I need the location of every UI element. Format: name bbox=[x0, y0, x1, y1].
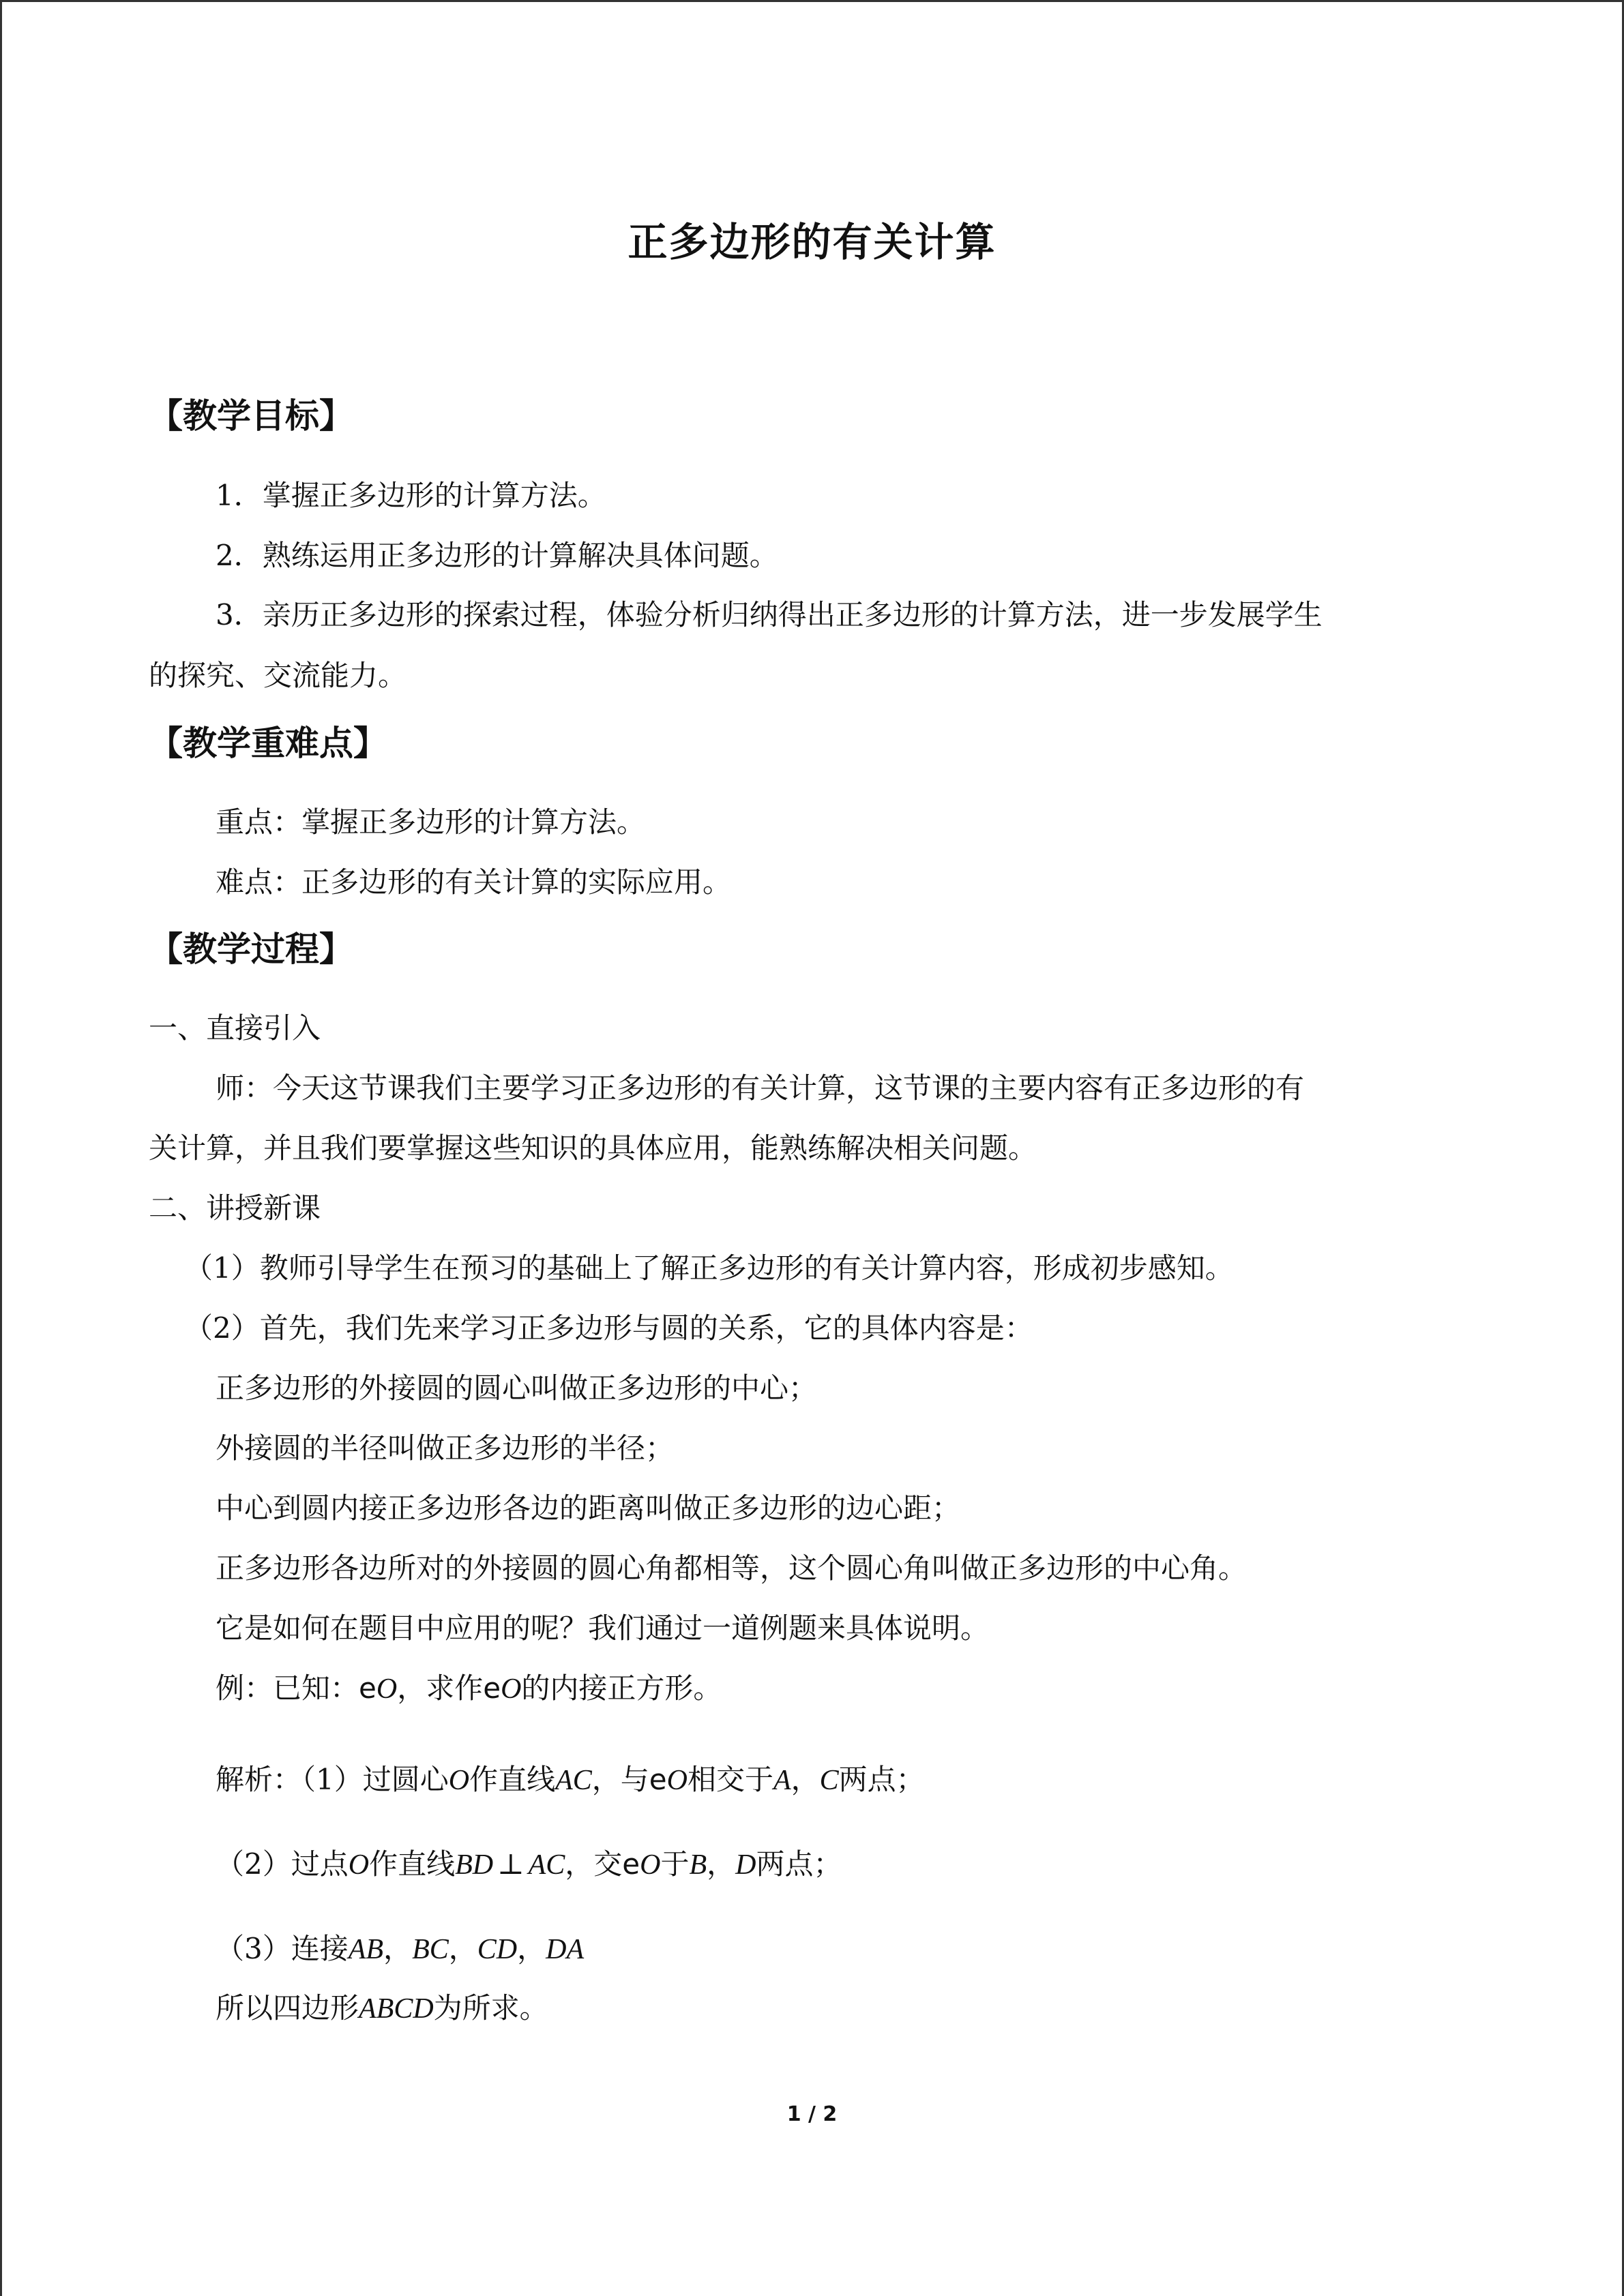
conclusion-text-1: 所以四边形 bbox=[216, 1991, 359, 2025]
solution3-text-1: （3）连接 bbox=[216, 1932, 349, 1965]
section-heading-process: 【教学过程】 bbox=[149, 929, 353, 969]
math-o: O bbox=[376, 1673, 398, 1705]
solution2-text-5: 两点； bbox=[756, 1847, 842, 1881]
math-o: O bbox=[640, 1849, 661, 1881]
solution2-text-4: 于 bbox=[660, 1847, 690, 1881]
math-o: O bbox=[348, 1849, 370, 1881]
math-ac: AC bbox=[555, 1765, 592, 1796]
solution3-sep: ， bbox=[517, 1932, 546, 1965]
solution-step-3 bbox=[216, 1928, 584, 1970]
math-d: D bbox=[735, 1849, 756, 1881]
section-heading-objectives: 【教学目标】 bbox=[149, 396, 353, 436]
math-bd: BD bbox=[455, 1849, 494, 1881]
section-heading-keypoints: 【教学重难点】 bbox=[149, 724, 387, 763]
circle-symbol: e bbox=[483, 1671, 501, 1705]
page-border-top bbox=[0, 0, 1624, 2]
math-abcd: ABCD bbox=[359, 1993, 434, 2025]
math-c: C bbox=[819, 1765, 839, 1796]
solution1-text-3: ，与 bbox=[591, 1763, 649, 1796]
keypoint-key: 重点：掌握正多边形的计算方法。 bbox=[216, 805, 646, 839]
objective-item-3: 3．亲历正多边形的探索过程，体验分析归纳得出正多边形的计算方法，进一步发展学生 bbox=[216, 598, 1323, 631]
solution2-sep: ， bbox=[707, 1847, 736, 1881]
example-transition: 它是如何在题目中应用的呢？我们通过一道例题来具体说明。 bbox=[216, 1611, 990, 1645]
circle-symbol: e bbox=[359, 1671, 377, 1705]
solution-step-2 bbox=[216, 1844, 842, 1885]
solution1-text-5: 两点； bbox=[838, 1763, 925, 1796]
math-bc: BC bbox=[412, 1934, 449, 1965]
process-part2-heading: 二、讲授新课 bbox=[149, 1191, 321, 1225]
process-intro-line-1: 师：今天这节课我们主要学习正多边形的有关计算，这节课的主要内容有正多边形的有 bbox=[216, 1071, 1305, 1105]
solution1-sep: ， bbox=[791, 1763, 820, 1796]
objective-item-3-continued: 的探究、交流能力。 bbox=[149, 659, 407, 692]
math-o: O bbox=[666, 1765, 688, 1796]
example-text-3: 的内接正方形。 bbox=[521, 1671, 722, 1705]
solution3-sep: ， bbox=[448, 1932, 477, 1965]
solution-step-1 bbox=[216, 1759, 925, 1801]
solution1-text-1: 解析：（1）过圆心 bbox=[216, 1763, 449, 1796]
process-intro-line-2: 关计算，并且我们要掌握这些知识的具体应用，能熟练解决相关问题。 bbox=[149, 1131, 1037, 1165]
math-da: DA bbox=[546, 1934, 585, 1965]
page-title: 正多边形的有关计算 bbox=[628, 219, 996, 265]
definition-radius: 外接圆的半径叫做正多边形的半径； bbox=[216, 1431, 675, 1465]
definition-center: 正多边形的外接圆的圆心叫做正多边形的中心； bbox=[216, 1371, 818, 1405]
solution2-text-2: 作直线 bbox=[369, 1847, 456, 1881]
math-o: O bbox=[501, 1673, 522, 1705]
solution1-text-2: 作直线 bbox=[469, 1763, 556, 1796]
math-a: A bbox=[773, 1765, 791, 1796]
math-ac: AC bbox=[528, 1849, 565, 1881]
solution2-text-1: （2）过点 bbox=[216, 1847, 349, 1881]
perpendicular-symbol: ⊥ bbox=[497, 1847, 525, 1881]
conclusion-text-2: 为所求。 bbox=[433, 1991, 548, 2025]
solution2-text-3: ，交 bbox=[565, 1847, 623, 1881]
example-text-2: ，求作 bbox=[397, 1671, 484, 1705]
math-b: B bbox=[689, 1849, 707, 1881]
definition-apothem: 中心到圆内接正多边形各边的距离叫做正多边形的边心距； bbox=[216, 1491, 961, 1525]
example-text-1: 例：已知： bbox=[216, 1671, 359, 1705]
math-ab: AB bbox=[348, 1934, 384, 1965]
keypoint-difficult: 难点：正多边形的有关计算的实际应用。 bbox=[216, 865, 732, 899]
math-cd: CD bbox=[477, 1934, 518, 1965]
math-o: O bbox=[448, 1765, 470, 1796]
objective-item-1: 1．掌握正多边形的计算方法。 bbox=[216, 479, 606, 512]
circle-symbol: e bbox=[622, 1847, 640, 1881]
circle-symbol: e bbox=[649, 1763, 667, 1796]
solution-conclusion bbox=[216, 1988, 548, 2029]
page-border-left bbox=[0, 0, 2, 2296]
process-part1-heading: 一、直接引入 bbox=[149, 1011, 321, 1045]
definition-central-angle: 正多边形各边所对的外接圆的圆心角都相等，这个圆心角叫做正多边形的中心角。 bbox=[216, 1551, 1247, 1585]
process-step-2: （2）首先，我们先来学习正多边形与圆的关系，它的具体内容是： bbox=[184, 1311, 1033, 1345]
solution1-text-4: 相交于 bbox=[687, 1763, 773, 1796]
solution3-sep: ， bbox=[383, 1932, 413, 1965]
page-number: 1 / 2 bbox=[786, 2102, 838, 2126]
objective-item-2: 2．熟练运用正多边形的计算解决具体问题。 bbox=[216, 539, 778, 572]
example-statement bbox=[216, 1668, 722, 1710]
process-step-1: （1）教师引导学生在预习的基础上了解正多边形的有关计算内容，形成初步感知。 bbox=[184, 1251, 1234, 1285]
